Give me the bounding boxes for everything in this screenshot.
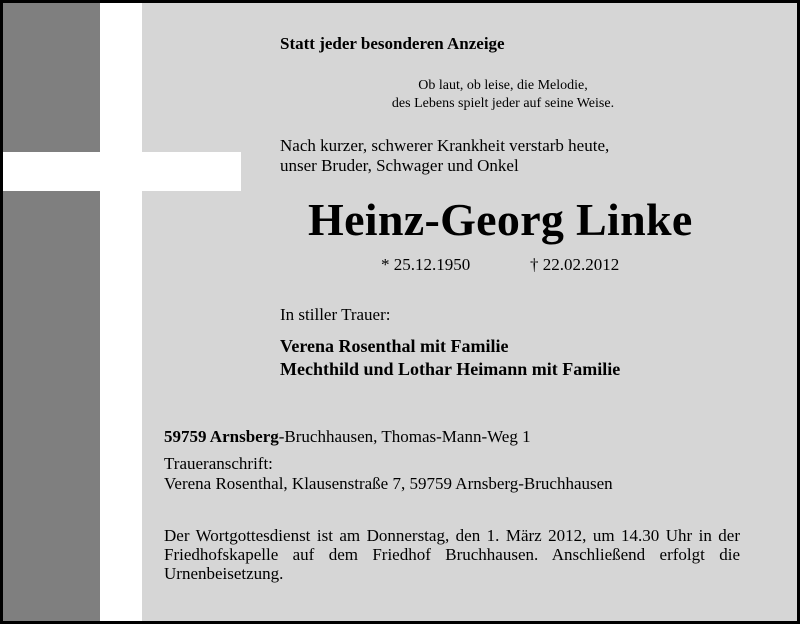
- death-date: † 22.02.2012: [530, 255, 620, 274]
- notice-heading: Statt jeder besonderen Anzeige: [280, 34, 505, 53]
- birth-date: * 25.12.1950: [381, 255, 471, 274]
- mourner-entry: Mechthild und Lothar Heimann mit Familie: [280, 359, 621, 379]
- intro-line: Nach kurzer, schwerer Krankheit verstarb heute,: [280, 136, 610, 155]
- postal-address: Verena Rosenthal, Klausenstraße 7, 59759 Arnsberg-Bruchhausen: [164, 474, 613, 493]
- obituary-notice: [3, 3, 797, 621]
- intro-line: unser Bruder, Schwager und Onkel: [280, 156, 519, 175]
- poem-quote: [358, 77, 648, 113]
- poem-line: des Lebens spielt jeder auf seine Weise.: [391, 96, 615, 111]
- mourning-label: In stiller Trauer:: [280, 305, 391, 324]
- service-info: Der Wortgottesdienst ist am Donnerstag, den 1. März 2012, um 14.30 Uhr in der Friedhofskapelle auf dem Friedhof Bruchhausen. Anschließend erfolgt die Urnenbeisetzung.: [164, 526, 740, 583]
- postal-label: Traueranschrift:: [164, 454, 273, 473]
- address-street: -Bruchhausen, Thomas-Mann-Weg 1: [278, 427, 531, 446]
- postal-address-block: [164, 454, 613, 494]
- mourner-entry: Verena Rosenthal mit Familie: [280, 336, 509, 356]
- intro-text: [280, 136, 609, 176]
- address-postcode-city: 59759 Arnsberg: [164, 427, 279, 446]
- mourners-list: [280, 335, 620, 381]
- cross-vertical-beam: [100, 3, 142, 621]
- home-address: [164, 427, 531, 447]
- poem-line: Ob laut, ob leise, die Melodie,: [418, 78, 588, 93]
- deceased-name: Heinz-Georg Linke: [308, 194, 693, 245]
- cross-horizontal-beam: [3, 152, 241, 191]
- gray-side-band: [3, 3, 100, 621]
